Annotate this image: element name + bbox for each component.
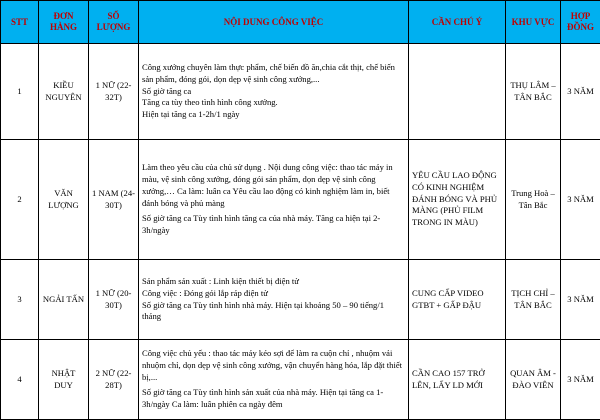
cell-don-hang: VĂN LƯỢNG bbox=[39, 140, 89, 260]
table-row bbox=[1, 260, 600, 340]
header-so-luong: SỐ LƯỢNG bbox=[89, 1, 139, 44]
cell-hop-dong: 3 NĂM bbox=[561, 340, 600, 420]
cell-khu-vuc: TỊCH CHỈ – TÂN BẮC bbox=[506, 260, 561, 340]
cell-noi-dung bbox=[139, 340, 409, 420]
job-description-line: Số giờ tăng ca Tùy tình hình tăng ca của nhà máy. Tăng ca hiện tại 2-3h/ngày bbox=[142, 213, 405, 237]
cell-can-chu-y: YÊU CẦU LAO ĐỘNG CÓ KINH NGHIỆM ĐÁNH BÓNG VÀ PHỦ MÀNG (PHỦ FILM TRONG IN MÀU) bbox=[409, 140, 506, 260]
cell-don-hang: NHẬT DUY bbox=[39, 340, 89, 420]
cell-so-luong: 1 NỮ (20-30T) bbox=[89, 260, 139, 340]
job-description-line: Số giờ tăng ca Tùy tình hình sản xuất của nhà máy. Hiện tại tăng ca 1-3h/ngày Ca làm: luân phiên ca ngày đêm bbox=[142, 387, 405, 411]
cell-stt: 4 bbox=[1, 340, 39, 420]
cell-noi-dung bbox=[139, 140, 409, 260]
cell-stt: 1 bbox=[1, 44, 39, 140]
cell-noi-dung bbox=[139, 44, 409, 140]
cell-can-chu-y bbox=[409, 44, 506, 140]
cell-hop-dong: 3 NĂM bbox=[561, 260, 600, 340]
header-don-hang: ĐƠN HÀNG bbox=[39, 1, 89, 44]
cell-can-chu-y: CẦN CAO 157 TRỞ LÊN, LẤY LD MỚI bbox=[409, 340, 506, 420]
job-description-line: Số giờ tăng ca bbox=[142, 86, 405, 98]
job-description-line: Sản phẩm sản xuất : Linh kiện thiết bị điện tử bbox=[142, 276, 405, 288]
table-row bbox=[1, 44, 600, 140]
header-khu-vuc: KHU VỰC bbox=[506, 1, 561, 44]
cell-khu-vuc: THỤ LÂM – TÂN BẮC bbox=[506, 44, 561, 140]
cell-so-luong: 1 NỮ (22-32T) bbox=[89, 44, 139, 140]
cell-hop-dong: 3 NĂM bbox=[561, 44, 600, 140]
header-hop-dong: HỢP ĐỒNG bbox=[561, 1, 600, 44]
table-row bbox=[1, 340, 600, 420]
cell-noi-dung bbox=[139, 260, 409, 340]
header-noi-dung: NỘI DUNG CÔNG VIỆC bbox=[139, 1, 409, 44]
cell-hop-dong: 3 NĂM bbox=[561, 140, 600, 260]
cell-stt: 3 bbox=[1, 260, 39, 340]
job-description-line: Công việc chủ yếu : thao tác máy kéo sợi để làm ra cuộn chỉ , nhuộm vải nhuộm chỉ, dọn dẹp vệ sinh công xưởng, vận chuyển hàng hóa, lắp đặt thiết bị,... bbox=[142, 348, 405, 384]
cell-stt: 2 bbox=[1, 140, 39, 260]
cell-can-chu-y: CUNG CẤP VIDEO GTBT + GẤP ĐẬU bbox=[409, 260, 506, 340]
job-description-line: Công việc : Đóng gói lắp ráp điện tử bbox=[142, 288, 405, 300]
cell-don-hang: NGẢI TẤN bbox=[39, 260, 89, 340]
cell-so-luong: 2 NỮ (22-28T) bbox=[89, 340, 139, 420]
header-can-chu-y: CẦN CHÚ Ý bbox=[409, 1, 506, 44]
cell-so-luong: 1 NAM (24-30T) bbox=[89, 140, 139, 260]
cell-khu-vuc: Trung Hoà – Tân Bắc bbox=[506, 140, 561, 260]
job-description-line: Hiện tại tăng ca 1-2h/1 ngày bbox=[142, 109, 405, 121]
job-description-line: Công xưởng chuyên làm thực phẩm, chế biến đồ ăn,chia cắt thịt, chế biến sản phẩm, đóng gói, dọn dẹp vệ sinh công xưởng,... bbox=[142, 62, 405, 86]
header-stt: STT bbox=[1, 1, 39, 44]
table-row bbox=[1, 140, 600, 260]
job-description-line: Số giờ tăng ca Tùy tình hình nhà máy. Hiện tại khoảng 50 – 90 tiếng/1 tháng bbox=[142, 300, 405, 324]
job-description-line: Tăng ca tùy theo tình hình công xưởng. bbox=[142, 97, 405, 109]
header-row bbox=[1, 1, 600, 44]
cell-don-hang: KIỀU NGUYÊN bbox=[39, 44, 89, 140]
job-description-line: Làm theo yêu cầu của chủ sử dụng . Nội dung công việc: thao tác máy in màu, vệ sinh công xưởng, đóng gói sản phẩm, dọn dẹp vệ sinh công xưởng,… Ca làm: luân ca Yêu cầu lao động có kinh nghiệm làm in, biết đánh bóng và phủ màng bbox=[142, 162, 405, 209]
cell-khu-vuc: QUAN ÂM - ĐÀO VIÊN bbox=[506, 340, 561, 420]
